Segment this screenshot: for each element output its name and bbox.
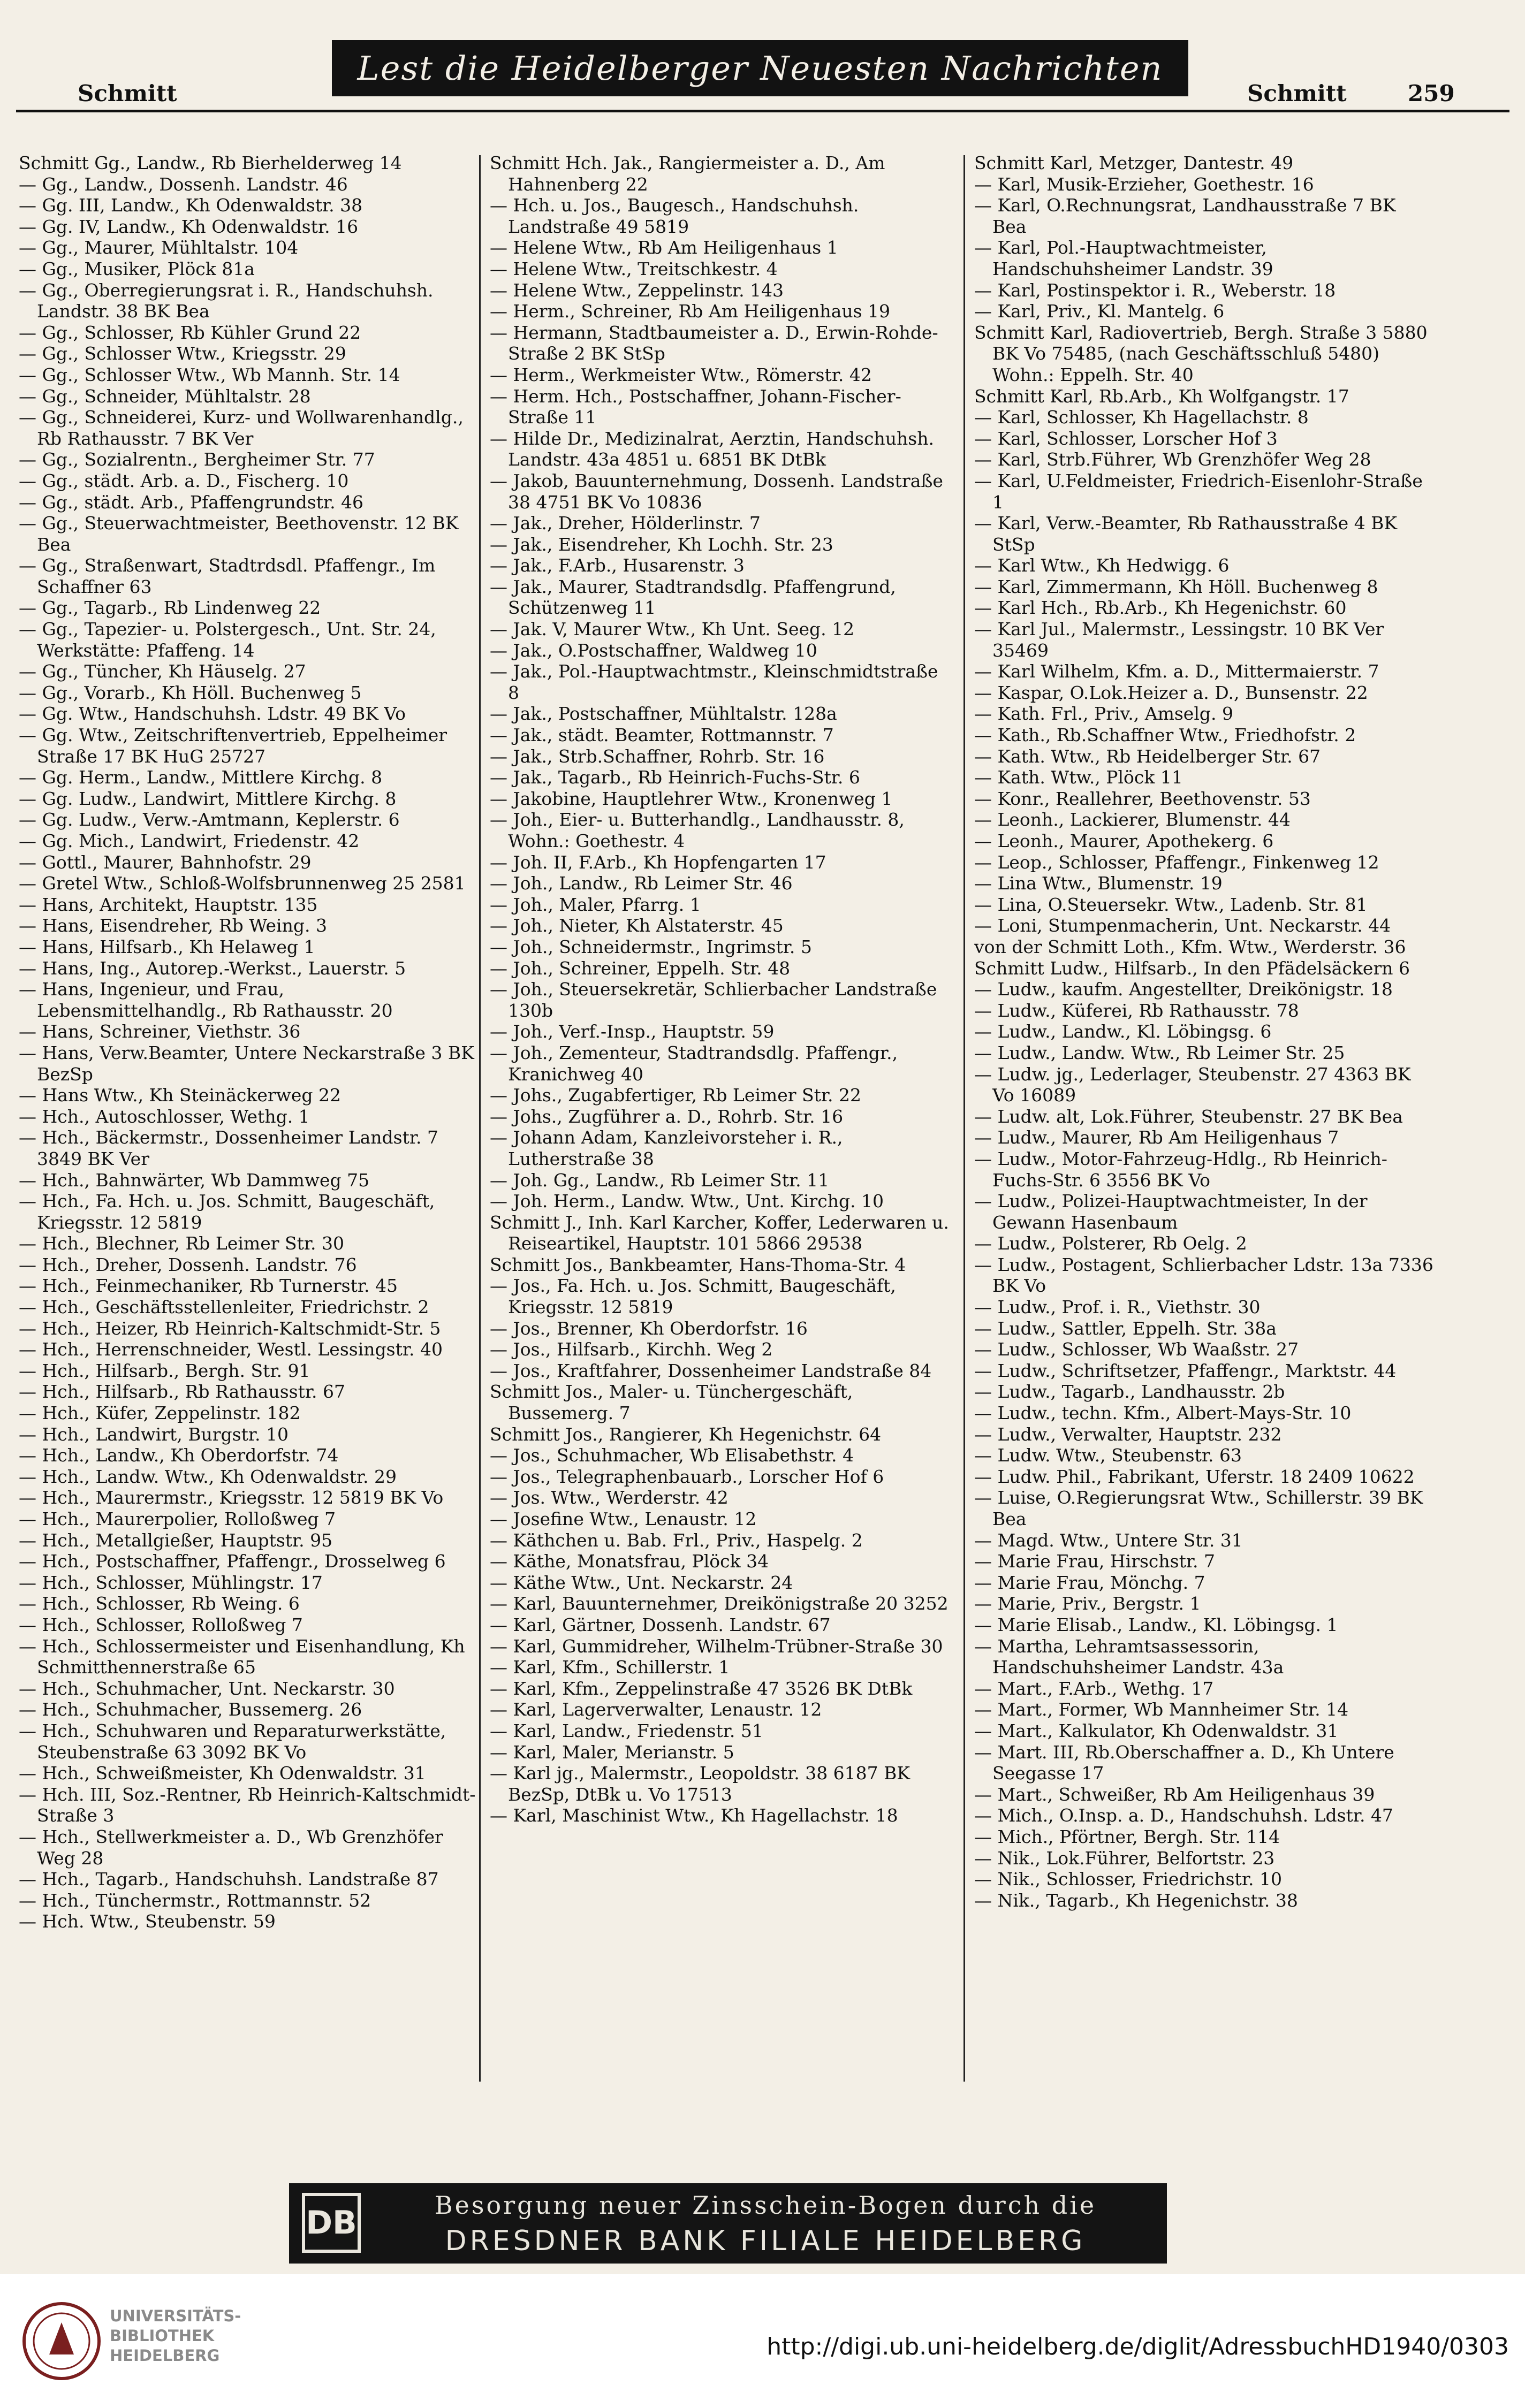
directory-entry: — Karl, Verw.-Beamter, Rb Rathausstraße 4 BK StSp — [974, 513, 1398, 555]
viewer-footer — [0, 2274, 1525, 2408]
running-head-left: Schmitt — [78, 80, 177, 106]
directory-entry: — Hch. III, Soz.-Rentner, Rb Heinrich-Kaltschmidt-Straße 3 — [19, 1784, 476, 1826]
directory-entry: — Gg., städt. Arb., Pfaffengrundstr. 46 — [19, 491, 364, 513]
directory-entry: — Gg. Wtw., Handschuhsh. Ldstr. 49 BK Vo — [19, 703, 406, 725]
directory-entry: — Hch., Metallgießer, Hauptstr. 95 — [19, 1529, 333, 1551]
directory-entry: — Gg., Musiker, Plöck 81a — [19, 258, 255, 279]
directory-entry: — Gg. Herm., Landw., Mittlere Kirchg. 8 — [19, 767, 383, 788]
directory-entry: — Gg. IV, Landw., Kh Odenwaldstr. 16 — [19, 216, 359, 237]
directory-entry: — Gg., Landw., Dossenh. Landstr. 46 — [19, 173, 348, 195]
directory-entry: — Jak., Pol.-Hauptwachtmstr., Kleinschmidtstraße 8 — [490, 661, 938, 703]
directory-entry: — Karl, Priv., Kl. Mantelg. 6 — [974, 301, 1225, 322]
directory-entry: — Nik., Lok.Führer, Belfortstr. 23 — [974, 1847, 1275, 1869]
advertising-banner — [332, 40, 1188, 96]
directory-entry: — Magd. Wtw., Untere Str. 31 — [974, 1529, 1243, 1551]
directory-entry: — Marie Elisab., Landw., Kl. Löbingsg. 1 — [974, 1614, 1338, 1635]
directory-entry: — Gg. Ludw., Landwirt, Mittlere Kirchg. 8 — [19, 788, 397, 809]
ad-text-line: Besorgung neuer Zinsschein-Bogen durch die — [434, 2191, 1097, 2220]
directory-entry: — Hch., Schuhmacher, Bussemerg. 26 — [19, 1699, 362, 1720]
directory-entry: — Gg., Schlosser, Rb Kühler Grund 22 — [19, 322, 361, 343]
directory-entry: — Ludw., Polsterer, Rb Oelg. 2 — [974, 1233, 1247, 1254]
directory-entry: — Karl, Strb.Führer, Wb Grenzhöfer Weg 28 — [974, 449, 1371, 470]
directory-entry: — Karl, Gummidreher, Wilhelm-Trübner-Straße 30 — [490, 1635, 943, 1657]
directory-entry: — Joh. II, F.Arb., Kh Hopfengarten 17 — [490, 851, 826, 873]
directory-entry: — Mart., Kalkulator, Kh Odenwaldstr. 31 — [974, 1720, 1339, 1741]
column-divider — [963, 155, 965, 2082]
directory-entry: — Hch. u. Jos., Baugesch., Handschuhsh. Landstraße 49 5819 — [490, 195, 859, 237]
directory-entry: — Loni, Stumpenmacherin, Unt. Neckarstr. 44 — [974, 915, 1391, 936]
directory-entry: — Hans, Ingenieur, und Frau, Lebensmittelhandlg., Rb Rathausstr. 20 — [19, 979, 393, 1021]
directory-entry: — Joh., Landw., Rb Leimer Str. 46 — [490, 873, 793, 894]
directory-entry: — Gg., Straßenwart, Stadtrdsdl. Pfaffengr., Im Schaffner 63 — [19, 555, 436, 597]
directory-entry: — Hans, Ing., Autorep.-Werkst., Lauerstr. 5 — [19, 957, 406, 979]
directory-entry: — Karl, Postinspektor i. R., Weberstr. 18 — [974, 279, 1336, 301]
directory-entry: — Helene Wtw., Rb Am Heiligenhaus 1 — [490, 237, 838, 258]
directory-entry: — Gretel Wtw., Schloß-Wolfsbrunnenweg 25 2581 — [19, 873, 466, 894]
banner-text: Lest die Heidelberger Neuesten Nachrichten — [357, 49, 1163, 88]
directory-entry: — Johs., Zugabfertiger, Rb Leimer Str. 22 — [490, 1085, 861, 1106]
directory-entry: — Hch., Stellwerkmeister a. D., Wb Grenzhöfer Weg 28 — [19, 1826, 443, 1869]
directory-entry: — Hch., Herrenschneider, Westl. Lessingstr. 40 — [19, 1339, 443, 1360]
directory-entry: — Ludw., Küferei, Rb Rathausstr. 78 — [974, 1000, 1299, 1021]
directory-entry: — Leonh., Lackierer, Blumenstr. 44 — [974, 809, 1291, 830]
directory-entry: — Jak., F.Arb., Husarenstr. 3 — [490, 555, 745, 576]
directory-entry: — Gg., Steuerwachtmeister, Beethovenstr. 12 BK Bea — [19, 513, 459, 555]
directory-entry: — Nik., Tagarb., Kh Hegenichstr. 38 — [974, 1889, 1298, 1911]
directory-entry: — Hans, Hilfsarb., Kh Helaweg 1 — [19, 936, 315, 957]
directory-entry: — Hch., Hilfsarb., Bergh. Str. 91 — [19, 1360, 310, 1381]
directory-entry: — Helene Wtw., Zeppelinstr. 143 — [490, 279, 784, 301]
directory-entry: — Marie, Priv., Bergstr. 1 — [974, 1593, 1201, 1614]
bank-logo: DB — [302, 2193, 361, 2253]
directory-entry: — Hans, Verw.Beamter, Untere Neckarstraße 3 BK BezSp — [19, 1042, 474, 1085]
directory-entry: — Gg., Oberregierungsrat i. R., Handschuhsh. Landstr. 38 BK Bea — [19, 279, 434, 322]
directory-column-3 — [974, 153, 1435, 2090]
directory-entry: — Käthchen u. Bab. Frl., Priv., Haspelg. 2 — [490, 1529, 863, 1551]
directory-entry: — Hch., Landwirt, Burgstr. 10 — [19, 1423, 289, 1445]
source-url-link[interactable]: http://digi.ub.uni-heidelberg.de/diglit/AdressbuchHD1940/0303 — [767, 2333, 1509, 2360]
directory-entry: — Karl, Maler, Merianstr. 5 — [490, 1741, 734, 1763]
directory-entry: — Jak. V, Maurer Wtw., Kh Unt. Seeg. 12 — [490, 619, 855, 640]
directory-entry: — Johs., Zugführer a. D., Rohrb. Str. 16 — [490, 1106, 844, 1127]
directory-entry: — Mart., Former, Wb Mannheimer Str. 14 — [974, 1699, 1349, 1720]
directory-entry: — Luise, O.Regierungsrat Wtw., Schillerstr. 39 BK Bea — [974, 1487, 1423, 1529]
directory-entry: — Jak., Postschaffner, Mühltalstr. 128a — [490, 703, 837, 725]
directory-entry: — Karl, Schlosser, Lorscher Hof 3 — [974, 428, 1278, 449]
directory-entry: Schmitt Gg., Landw., Rb Bierhelderweg 14 — [19, 153, 402, 173]
directory-entry: — Jakob, Bauunternehmung, Dossenh. Landstraße 38 4751 BK Vo 10836 — [490, 470, 943, 513]
directory-entry: — Herm., Werkmeister Wtw., Römerstr. 42 — [490, 364, 872, 385]
directory-entry: — Ludw., Polizei-Hauptwachtmeister, In der Gewann Hasenbaum — [974, 1191, 1368, 1233]
directory-entry: — Jak., Tagarb., Rb Heinrich-Fuchs-Str. 6 — [490, 767, 860, 788]
page-number: 259 — [1408, 80, 1455, 106]
directory-entry: — Karl, Lagerverwalter, Lenaustr. 12 — [490, 1699, 822, 1720]
directory-entry: — Gg., Tapezier- u. Polstergesch., Unt. Str. 24, Werkstätte: Pfaffeng. 14 — [19, 619, 436, 661]
directory-entry: — Gg. Wtw., Zeitschriftenvertrieb, Eppelheimer Straße 17 BK HuG 25727 — [19, 725, 447, 767]
directory-entry: Schmitt Karl, Metzger, Dantestr. 49 — [974, 153, 1294, 173]
directory-entry: — Hch., Tagarb., Handschuhsh. Landstraße 87 — [19, 1869, 439, 1890]
directory-entry: — Jos., Brenner, Kh Oberdorfstr. 16 — [490, 1317, 808, 1339]
directory-entry: Schmitt Jos., Bankbeamter, Hans-Thoma-Str. 4 — [490, 1254, 906, 1275]
directory-entry: — Ludw., techn. Kfm., Albert-Mays-Str. 10 — [974, 1403, 1352, 1424]
directory-entry: — Kaspar, O.Lok.Heizer a. D., Bunsenstr. 22 — [974, 682, 1368, 703]
directory-entry: Schmitt Jos., Maler- u. Tünchergeschäft, Bussemerg. 7 — [490, 1381, 853, 1424]
directory-entry: — Hilde Dr., Medizinalrat, Aerztin, Handschuhsh. Landstr. 43a 4851 u. 6851 BK DtBk — [490, 428, 934, 470]
directory-entry: — Karl, U.Feldmeister, Friedrich-Eisenlohr-Straße 1 — [974, 470, 1423, 513]
directory-entry: — Hans, Eisendreher, Rb Weing. 3 — [19, 915, 327, 936]
directory-entry: — Hch., Schuhwaren und Reparaturwerkstätte, Steubenstraße 63 3092 BK Vo — [19, 1720, 446, 1763]
directory-entry: — Hch., Schlosser, Mühlingstr. 17 — [19, 1572, 323, 1593]
directory-entry: — Gg., Schlosser Wtw., Wb Mannh. Str. 14 — [19, 364, 400, 385]
directory-entry: — Gg. Ludw., Verw.-Amtmann, Keplerstr. 6 — [19, 809, 400, 830]
directory-entry: — Jak., städt. Beamter, Rottmannstr. 7 — [490, 725, 834, 746]
directory-entry: — Ludw., Verwalter, Hauptstr. 232 — [974, 1423, 1282, 1445]
directory-entry: — Kath., Rb.Schaffner Wtw., Friedhofstr. 2 — [974, 725, 1356, 746]
directory-entry: — Hch., Landw., Kh Oberdorfstr. 74 — [19, 1445, 339, 1466]
university-logo-icon — [21, 2301, 102, 2381]
directory-entry: — Kath. Wtw., Plöck 11 — [974, 767, 1183, 788]
directory-entry: — Marie Frau, Mönchg. 7 — [974, 1572, 1205, 1593]
directory-entry: — Karl, Schlosser, Kh Hagellachstr. 8 — [974, 407, 1309, 428]
directory-entry: — Karl, Landw., Friedenstr. 51 — [490, 1720, 763, 1741]
directory-entry: — Käthe, Monatsfrau, Plöck 34 — [490, 1551, 769, 1572]
directory-entry: — Karl, Gärtner, Dossenh. Landstr. 67 — [490, 1614, 831, 1635]
directory-entry: — Mart., Schweißer, Rb Am Heiligenhaus 39 — [974, 1784, 1375, 1805]
directory-entry: — Ludw., Schriftsetzer, Pfaffengr., Marktstr. 44 — [974, 1360, 1397, 1381]
header-rule — [16, 110, 1509, 112]
directory-column-1 — [19, 153, 479, 2090]
directory-entry: Schmitt Karl, Radiovertrieb, Bergh. Straße 3 5880 BK Vo 75485, (nach Geschäftsschluß 5480) Wohn.: Eppelh. Str. 40 — [974, 322, 1428, 385]
directory-entry: — Karl Wilhelm, Kfm. a. D., Mittermaierstr. 7 — [974, 661, 1379, 682]
directory-entry: — Hch., Maurermstr., Kriegsstr. 12 5819 BK Vo — [19, 1487, 444, 1508]
directory-entry: — Leonh., Maurer, Apothekerg. 6 — [974, 830, 1274, 851]
directory-entry: — Ludw. jg., Lederlager, Steubenstr. 27 4363 BK Vo 16089 — [974, 1063, 1411, 1106]
directory-entry: — Hans, Schreiner, Viethstr. 36 — [19, 1021, 301, 1042]
directory-entry: — Hch., Heizer, Rb Heinrich-Kaltschmidt-Str. 5 — [19, 1317, 441, 1339]
directory-entry: — Hch., Bäckermstr., Dossenheimer Landstr. 7 3849 BK Ver — [19, 1127, 438, 1169]
directory-entry: — Jak., O.Postschaffner, Waldweg 10 — [490, 639, 817, 661]
directory-entry: — Gg. III, Landw., Kh Odenwaldstr. 38 — [19, 195, 363, 216]
directory-entry: — Gg., Maurer, Mühltalstr. 104 — [19, 237, 299, 258]
directory-entry: — Karl, Maschinist Wtw., Kh Hagellachstr. 18 — [490, 1805, 898, 1826]
directory-entry: — Jos., Kraftfahrer, Dossenheimer Landstraße 84 — [490, 1360, 932, 1381]
directory-entry: — Karl, Kfm., Schillerstr. 1 — [490, 1657, 730, 1678]
directory-entry: — Gg., Schneider, Mühltalstr. 28 — [19, 385, 311, 407]
directory-entry: — Gg., Vorarb., Kh Höll. Buchenweg 5 — [19, 682, 362, 703]
directory-entry: — Joh., Schreiner, Eppelh. Str. 48 — [490, 957, 791, 979]
directory-entry: — Ludw., Schlosser, Wb Waaßstr. 27 — [974, 1339, 1299, 1360]
directory-entry: — Joh., Nieter, Kh Alstaterstr. 45 — [490, 915, 784, 936]
directory-entry: — Karl Jul., Malermstr., Lessingstr. 10 BK Ver 35469 — [974, 619, 1384, 661]
directory-entry: — Marie Frau, Hirschstr. 7 — [974, 1551, 1215, 1572]
directory-entry: — Jak., Dreher, Hölderlinstr. 7 — [490, 513, 761, 534]
directory-entry: — Hch., Autoschlosser, Wethg. 1 — [19, 1106, 310, 1127]
directory-entry: — Karl Wtw., Kh Hedwigg. 6 — [974, 555, 1230, 576]
directory-entry: — Karl, O.Rechnungsrat, Landhausstraße 7 BK Bea — [974, 195, 1396, 237]
directory-entry: — Gg. Mich., Landwirt, Friedenstr. 42 — [19, 830, 360, 851]
directory-entry: — Joh. Gg., Landw., Rb Leimer Str. 11 — [490, 1169, 830, 1191]
directory-entry: — Konr., Reallehrer, Beethovenstr. 53 — [974, 788, 1311, 809]
directory-entry: — Ludw., Maurer, Rb Am Heiligenhaus 7 — [974, 1127, 1339, 1148]
directory-entry: — Hch., Küfer, Zeppelinstr. 182 — [19, 1403, 301, 1424]
directory-entry: — Ludw., Postagent, Schlierbacher Ldstr. 13a 7336 BK Vo — [974, 1254, 1433, 1297]
directory-column-2 — [490, 153, 950, 2090]
directory-entry: — Hch., Schweißmeister, Kh Odenwaldstr. 31 — [19, 1763, 426, 1784]
directory-entry: — Ludw., Tagarb., Landhausstr. 2b — [974, 1381, 1285, 1403]
directory-entry: — Ludw., Sattler, Eppelh. Str. 38a — [974, 1317, 1277, 1339]
directory-entry: — Hch., Geschäftsstellenleiter, Friedrichstr. 2 — [19, 1297, 429, 1318]
directory-entry: — Hch., Schlossermeister und Eisenhandlung, Kh Schmitthennerstraße 65 — [19, 1635, 465, 1678]
directory-entry: — Joh. Herm., Landw. Wtw., Unt. Kirchg. 10 — [490, 1191, 884, 1212]
directory-entry: — Hermann, Stadtbaumeister a. D., Erwin-Rohde-Straße 2 BK StSp — [490, 322, 938, 364]
directory-entry: — Hch., Landw. Wtw., Kh Odenwaldstr. 29 — [19, 1466, 397, 1487]
directory-entry: — Kath. Frl., Priv., Amselg. 9 — [974, 703, 1233, 725]
directory-entry: — Gottl., Maurer, Bahnhofstr. 29 — [19, 851, 312, 873]
directory-entry: — Hch., Schlosser, Rolloßweg 7 — [19, 1614, 303, 1635]
directory-entry: — Joh., Verf.-Insp., Hauptstr. 59 — [490, 1021, 775, 1042]
directory-entry: — Lina, O.Steuersekr. Wtw., Ladenb. Str. 81 — [974, 894, 1368, 915]
directory-entry: — Mart., F.Arb., Wethg. 17 — [974, 1678, 1214, 1699]
directory-entry: — Mich., O.Insp. a. D., Handschuhsh. Ldstr. 47 — [974, 1805, 1393, 1826]
directory-entry: — Hch. Wtw., Steubenstr. 59 — [19, 1911, 276, 1932]
directory-entry: — Hch., Blechner, Rb Leimer Str. 30 — [19, 1233, 344, 1254]
directory-entry: — Hch., Fa. Hch. u. Jos. Schmitt, Baugeschäft, Kriegsstr. 12 5819 — [19, 1191, 435, 1233]
column-divider — [479, 155, 481, 2082]
directory-entry: — Jos., Schuhmacher, Wb Elisabethstr. 4 — [490, 1445, 854, 1466]
directory-entry: — Hch., Schuhmacher, Unt. Neckarstr. 30 — [19, 1678, 395, 1699]
directory-entry: — Ludw. alt, Lok.Führer, Steubenstr. 27 BK Bea — [974, 1106, 1403, 1127]
directory-entry: — Hch., Schlosser, Rb Weing. 6 — [19, 1593, 300, 1614]
directory-entry: — Herm., Schreiner, Rb Am Heiligenhaus 19 — [490, 301, 890, 322]
directory-entry: — Jak., Maurer, Stadtrandsdlg. Pfaffengrund, Schützenweg 11 — [490, 576, 896, 619]
directory-entry: — Hch., Hilfsarb., Rb Rathausstr. 67 — [19, 1381, 345, 1403]
directory-entry: — Jos. Wtw., Werderstr. 42 — [490, 1487, 729, 1508]
running-head-right: Schmitt — [1247, 80, 1347, 106]
library-name: UNIVERSITÄTS- BIBLIOTHEK HEIDELBERG — [110, 2307, 241, 2365]
directory-entry: — Hch., Dreher, Dossenh. Landstr. 76 — [19, 1254, 357, 1275]
directory-entry: — Joh., Maler, Pfarrg. 1 — [490, 894, 701, 915]
directory-entry: — Hch., Postschaffner, Pfaffengr., Drosselweg 6 — [19, 1551, 446, 1572]
directory-entry: — Leop., Schlosser, Pfaffengr., Finkenweg 12 — [974, 851, 1379, 873]
directory-entry: — Jak., Eisendreher, Kh Lochh. Str. 23 — [490, 534, 833, 555]
directory-entry: — Gg., Tüncher, Kh Häuselg. 27 — [19, 661, 306, 682]
directory-entry: — Herm. Hch., Postschaffner, Johann-Fischer-Straße 11 — [490, 385, 901, 428]
directory-entry: — Karl, Musik-Erzieher, Goethestr. 16 — [974, 173, 1314, 195]
directory-entry: — Joh., Schneidermstr., Ingrimstr. 5 — [490, 936, 812, 957]
directory-entry: — Gg., Sozialrentn., Bergheimer Str. 77 — [19, 449, 375, 470]
directory-entry: — Nik., Schlosser, Friedrichstr. 10 — [974, 1869, 1282, 1890]
directory-entry: — Jos., Fa. Hch. u. Jos. Schmitt, Baugeschäft, Kriegsstr. 12 5819 — [490, 1275, 896, 1318]
directory-entry: — Karl, Pol.-Hauptwachtmeister, Handschuhsheimer Landstr. 39 — [974, 237, 1273, 279]
directory-entry: — Karl, Kfm., Zeppelinstraße 47 3526 BK DtBk — [490, 1678, 913, 1699]
directory-entry: — Gg., Schneiderei, Kurz- und Wollwarenhandlg., Rb Rathausstr. 7 BK Ver — [19, 407, 464, 449]
directory-entry: — Hch., Tünchermstr., Rottmannstr. 52 — [19, 1889, 371, 1911]
directory-entry: — Gg., Tagarb., Rb Lindenweg 22 — [19, 597, 321, 619]
directory-entry: — Kath. Wtw., Rb Heidelberger Str. 67 — [974, 745, 1321, 767]
directory-entry: — Ludw., Landw. Wtw., Rb Leimer Str. 25 — [974, 1042, 1345, 1063]
directory-entry: — Jos., Telegraphenbauarb., Lorscher Hof 6 — [490, 1466, 884, 1487]
directory-entry: von der Schmitt Loth., Kfm. Wtw., Werderstr. 36 — [974, 936, 1406, 957]
directory-entry: — Joh., Zementeur, Stadtrandsdlg. Pfaffengr., Kranichweg 40 — [490, 1042, 898, 1085]
directory-entry: — Johann Adam, Kanzleivorsteher i. R., Lutherstraße 38 — [490, 1127, 843, 1169]
directory-entry: — Mart. III, Rb.Oberschaffner a. D., Kh Untere Seegasse 17 — [974, 1741, 1394, 1784]
directory-entry: — Jak., Strb.Schaffner, Rohrb. Str. 16 — [490, 745, 825, 767]
directory-entry: — Käthe Wtw., Unt. Neckarstr. 24 — [490, 1572, 793, 1593]
directory-entry: Schmitt Jos., Rangierer, Kh Hegenichstr. 64 — [490, 1423, 882, 1445]
ad-bank-name: DRESDNER BANK FILIALE HEIDELBERG — [445, 2225, 1086, 2257]
directory-entry: Schmitt Hch. Jak., Rangiermeister a. D., Am Hahnenberg 22 — [490, 153, 885, 195]
directory-entry: — Lina Wtw., Blumenstr. 19 — [974, 873, 1223, 894]
directory-entry: — Ludw. Phil., Fabrikant, Uferstr. 18 2409 10622 — [974, 1466, 1415, 1487]
directory-entry: — Hch., Feinmechaniker, Rb Turnerstr. 45 — [19, 1275, 398, 1297]
directory-entry: — Martha, Lehramtsassessorin, Handschuhsheimer Landstr. 43a — [974, 1635, 1284, 1678]
directory-entry: — Hch., Bahnwärter, Wb Dammweg 75 — [19, 1169, 370, 1191]
directory-entry: — Hch., Maurerpolier, Rolloßweg 7 — [19, 1508, 336, 1529]
directory-entry: — Joh., Steuersekretär, Schlierbacher Landstraße 130b — [490, 979, 937, 1021]
directory-entry: — Karl jg., Malermstr., Leopoldstr. 38 6187 BK BezSp, DtBk u. Vo 17513 — [490, 1763, 911, 1805]
directory-entry: — Ludw., kaufm. Angestellter, Dreikönigstr. 18 — [974, 979, 1393, 1000]
directory-entry: — Karl Hch., Rb.Arb., Kh Hegenichstr. 60 — [974, 597, 1347, 619]
directory-entry: — Hans Wtw., Kh Steinäckerweg 22 — [19, 1085, 342, 1106]
directory-entry: — Hans, Architekt, Hauptstr. 135 — [19, 894, 318, 915]
directory-entry: Schmitt Karl, Rb.Arb., Kh Wolfgangstr. 17 — [974, 385, 1349, 407]
directory-entry: — Ludw., Motor-Fahrzeug-Hdlg., Rb Heinrich-Fuchs-Str. 6 3556 BK Vo — [974, 1148, 1387, 1191]
directory-entry: — Jos., Hilfsarb., Kirchh. Weg 2 — [490, 1339, 773, 1360]
directory-entry: — Gg., städt. Arb. a. D., Fischerg. 10 — [19, 470, 349, 491]
directory-entry: — Gg., Schlosser Wtw., Kriegsstr. 29 — [19, 343, 346, 364]
bank-advertisement — [289, 2183, 1167, 2264]
directory-entry: — Ludw., Prof. i. R., Viethstr. 30 — [974, 1297, 1261, 1318]
directory-entry: — Ludw., Landw., Kl. Löbingsg. 6 — [974, 1021, 1272, 1042]
directory-entry: — Joh., Eier- u. Butterhandlg., Landhausstr. 8, Wohn.: Goethestr. 4 — [490, 809, 905, 851]
directory-entry: — Jakobine, Hauptlehrer Wtw., Kronenweg 1 — [490, 788, 893, 809]
directory-entry: Schmitt J., Inh. Karl Karcher, Koffer, Lederwaren u. Reiseartikel, Hauptstr. 101 5866 29538 — [490, 1211, 949, 1254]
directory-entry: — Helene Wtw., Treitschkestr. 4 — [490, 258, 778, 279]
directory-entry: — Josefine Wtw., Lenaustr. 12 — [490, 1508, 757, 1529]
directory-entry: — Ludw. Wtw., Steubenstr. 63 — [974, 1445, 1242, 1466]
directory-entry: Schmitt Ludw., Hilfsarb., In den Pfädelsäckern 6 — [974, 957, 1410, 979]
directory-entry: — Karl, Bauunternehmer, Dreikönigstraße 20 3252 — [490, 1593, 949, 1614]
directory-entry: — Karl, Zimmermann, Kh Höll. Buchenweg 8 — [974, 576, 1378, 597]
directory-entry: — Mich., Pförtner, Bergh. Str. 114 — [974, 1826, 1280, 1847]
